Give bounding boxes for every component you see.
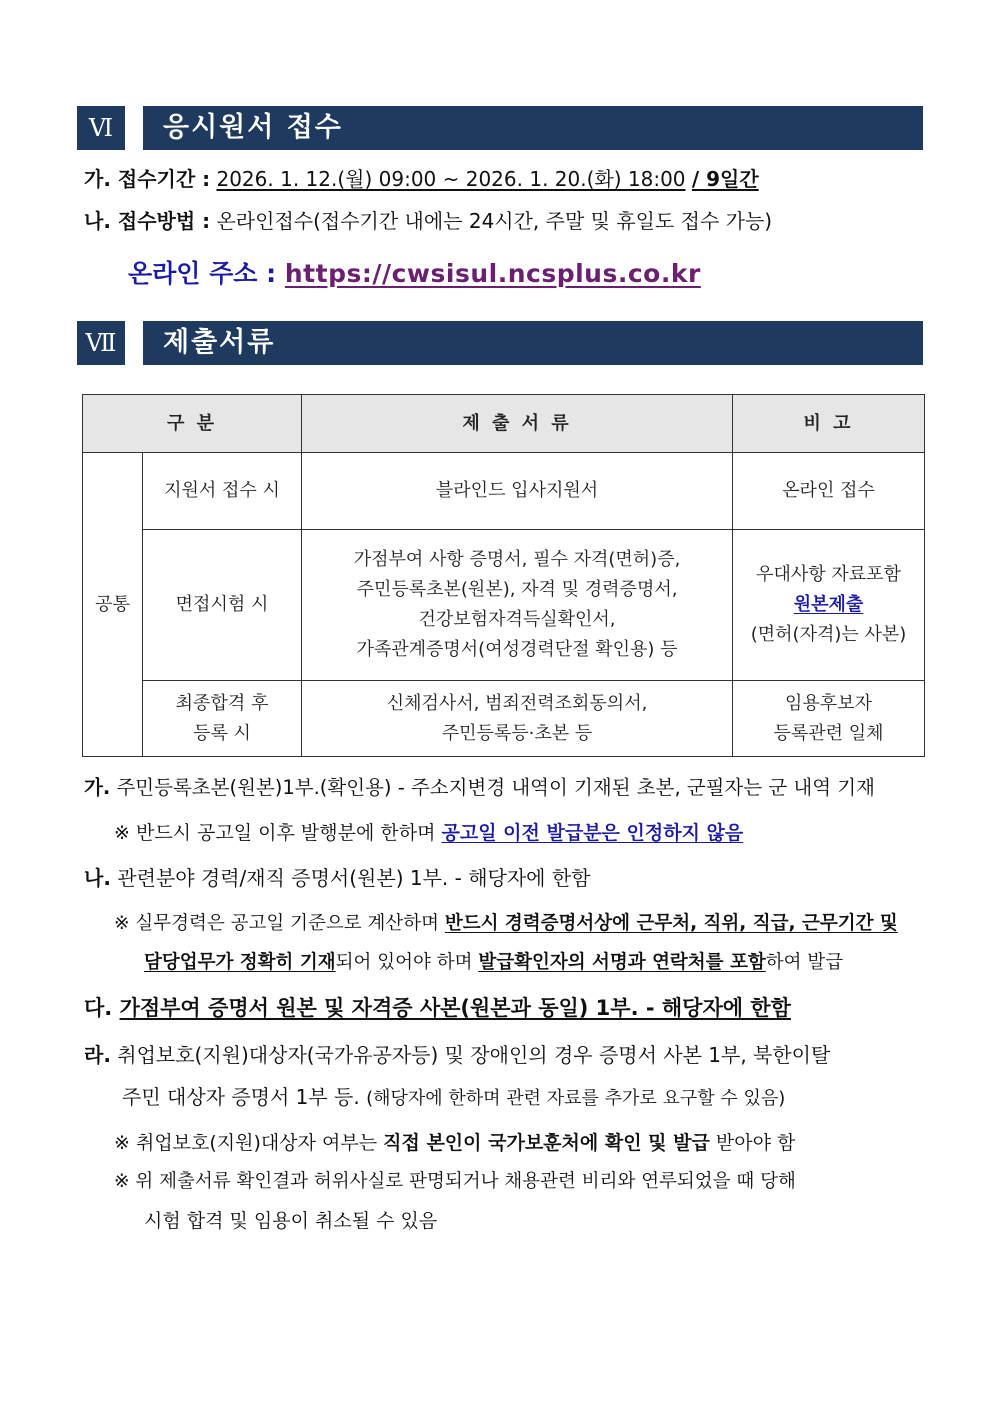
- note-da: 다. 가점부여 증명서 원본 및 자격증 사본(원본과 동일) 1부. - 해당자에 한함: [84, 996, 791, 1020]
- note-cell: 임용후보자 등록관련 일체: [733, 681, 925, 757]
- note-na-sub1: ※ 실무경력은 공고일 기준으로 계산하며 반드시 경력증명서상에 근무처, 직위, 직급, 근무기간 및: [114, 913, 898, 934]
- note-ra-sub2: ※ 위 제출서류 확인결과 허위사실로 판명되거나 채용관련 비리와 연루되었을 때 당해: [114, 1171, 796, 1192]
- section-title: 응시원서 접수: [143, 106, 923, 150]
- header-documents: 제 출 서 류: [302, 395, 733, 453]
- period-value: 2026. 1. 12.(월) 09:00 ~ 2026. 1. 20.(화) 18:00: [216, 167, 686, 191]
- note-ga-sub: ※ 반드시 공고일 이후 발행분에 한하며 공고일 이전 발급분은 인정하지 않음: [114, 822, 744, 844]
- note-na-sub2: 담당업무가 정확히 기재되어 있어야 하며 발급확인자의 서명과 연락처를 포함하여 발급: [144, 952, 844, 973]
- table-row: [83, 530, 925, 681]
- docs-cell: 신체검사서, 범죄전력조회동의서, 주민등록등·초본 등: [302, 681, 733, 757]
- note-cell: 우대사항 자료포함 원본제출 (면허(자격)는 사본): [733, 530, 925, 681]
- table-row: [83, 453, 925, 530]
- original-required: 원본제출: [793, 594, 864, 615]
- period-label: 가. 접수기간 :: [84, 167, 211, 191]
- section-title: 제출서류: [143, 321, 923, 365]
- method-value: 온라인접수(접수기간 내에는 24시간, 주말 및 휴일도 접수 가능): [216, 209, 773, 233]
- group-cell: 공통: [83, 453, 143, 757]
- note-cell: 온라인 접수: [733, 453, 925, 530]
- note-na: 나. 관련분야 경력/재직 증명서(원본) 1부. - 해당자에 한함: [84, 866, 591, 890]
- note-ra: 라. 취업보호(지원)대상자(국가유공자등) 및 장애인의 경우 증명서 사본 1부, 북한이탈: [84, 1043, 831, 1067]
- note-ra-sub3: 시험 합격 및 임용이 취소될 수 있음: [144, 1210, 438, 1232]
- online-label: 온라인 주소 :: [128, 259, 277, 288]
- application-method: [84, 206, 926, 236]
- online-address: [128, 256, 701, 292]
- stage-cell: 최종합격 후 등록 시: [143, 681, 302, 757]
- section-header-6: [77, 106, 923, 150]
- header-category: 구 분: [83, 395, 302, 453]
- note-ga: 가. 주민등록초본(원본)1부.(확인용) - 주소지변경 내역이 기재된 초본, 군필자는 군 내역 기재: [84, 776, 875, 799]
- stage-cell: 지원서 접수 시: [143, 453, 302, 530]
- section-number: Ⅶ: [77, 321, 125, 365]
- online-url-link[interactable]: https://cwsisul.ncsplus.co.kr: [284, 259, 701, 288]
- note-ra2: 주민 대상자 증명서 1부 등. (해당자에 한하며 관련 자료를 추가로 요구할 수 있음): [122, 1085, 786, 1109]
- docs-cell: 가점부여 사항 증명서, 필수 자격(면허)증, 주민등록초본(원본), 자격 및 경력증명서, 건강보험자격득실확인서, 가족관계증명서(여성경력단절 확인용) 등: [302, 530, 733, 681]
- table-row: [83, 681, 925, 757]
- stage-cell: 면접시험 시: [143, 530, 302, 681]
- period-suffix: / 9일간: [691, 167, 759, 191]
- docs-cell: 블라인드 입사지원서: [302, 453, 733, 530]
- section-number: Ⅵ: [77, 106, 125, 150]
- note-ra-sub1: ※ 취업보호(지원)대상자 여부는 직접 본인이 국가보훈처에 확인 및 발급 받아야 함: [114, 1132, 796, 1154]
- header-remarks: 비 고: [733, 395, 925, 453]
- documents-table: [82, 394, 925, 757]
- section-header-7: [77, 321, 923, 365]
- application-period: [84, 164, 926, 194]
- table-header-row: [83, 395, 925, 453]
- method-label: 나. 접수방법 :: [84, 209, 211, 233]
